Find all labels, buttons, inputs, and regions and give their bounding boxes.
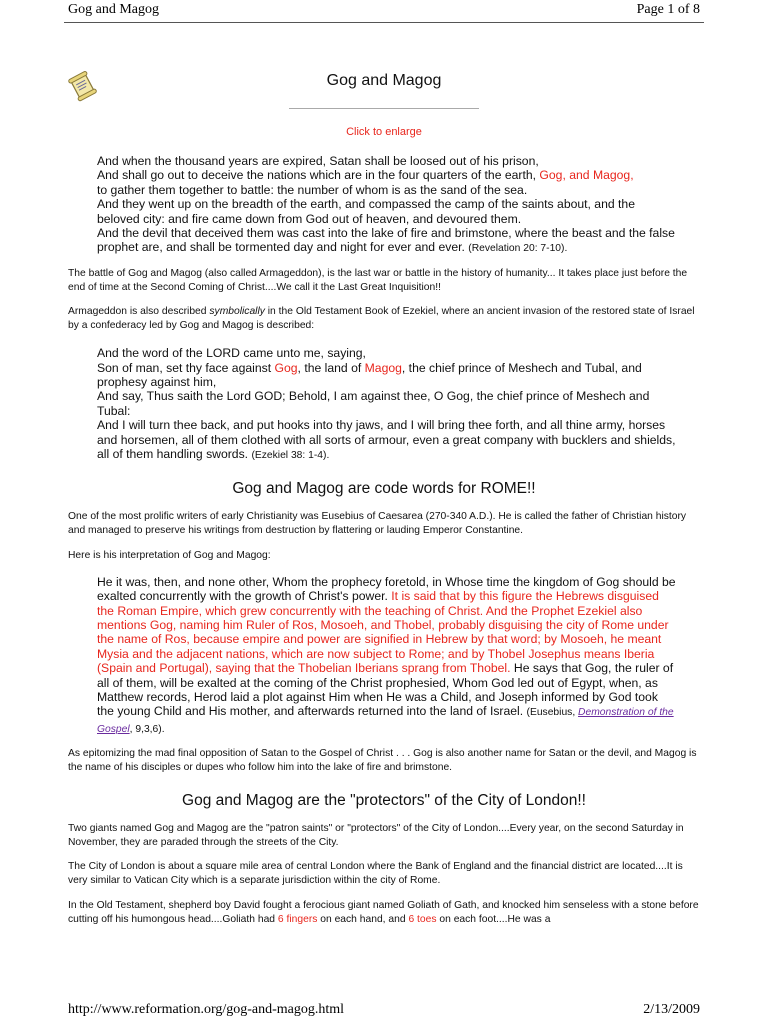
quote-line: And I will turn thee back, and put hooks into thy jaws, and I will bring thee forth, and all thine army, horses and horsemen, all of them clothed with all sorts of armour, even a great company with bucklers and shields, all of them handling swords. — [97, 418, 676, 461]
print-header-title: Gog and Magog — [68, 2, 159, 17]
title-row — [68, 64, 700, 108]
paragraph-satan: As epitomizing the mad final opposition of Satan to the Gospel of Christ . . . Gog is also another name for Satan or the devil, and Magog is the name of his disciples or dupes who follow him into the lake of fire and brimstone. — [68, 748, 697, 774]
paragraph-ezekiel — [68, 305, 700, 333]
click-to-enlarge-link[interactable]: Click to enlarge — [346, 126, 422, 138]
highlight-roman-empire: It is said that by this figure the Hebrews disguised the Roman Empire, which grew concurrently with the teaching of Christ. And the Prophet Ezekiel also mentions Gog, naming him Ruler of Ros, Mosoeh, and Thobel, probably disguising the city of Rome under the name of Ros, because empire and power are signified in Hebrew by that word; by Mosoeh, he meant Mysia and the adjacent nations, which are now subject to Rome; and by Thobel Josephus means Iberia (Spain and Portugal), saying that the Thobelian Iberians sprang from Thobel. — [97, 589, 669, 676]
quote-line: And the word of the LORD came unto me, saying, — [97, 346, 366, 361]
section-heading-london: Gog and Magog are the "protectors" of the City of London!! — [182, 792, 586, 810]
text: Armageddon is also described — [68, 306, 210, 318]
quote-line: Son of man, set thy face against — [97, 360, 275, 375]
citation-text: (Eusebius, — [526, 707, 579, 719]
text: on each foot....He was a — [436, 913, 551, 925]
title-divider — [289, 108, 479, 109]
citation-text: , 9,3,6). — [129, 723, 165, 735]
quote-text: He says that Gog, the ruler of all of them, will be exalted at the coming of the Christ prophesied, Whom God led out of Egypt, when, as Matthew records, Herod laid a plot against Him when He was a Child, and Joseph informed by God took the young Child and His mother, and afterwards returned into the land of Israel. — [97, 661, 674, 719]
header-divider — [64, 22, 704, 23]
highlight-6-fingers: 6 fingers — [277, 913, 318, 925]
paragraph-armageddon: The battle of Gog and Magog (also called Armageddon), is the last war or battle in the history of humanity... It takes place just before the end of time at the Second Coming of Christ....We call it the Last Great Inquisition!! — [68, 267, 688, 293]
text-italic: symbolically — [209, 306, 265, 318]
article — [68, 64, 700, 937]
demonstration-of-gospel-link[interactable]: Demonstration of the Gospel — [97, 707, 674, 735]
revelation-quote — [68, 154, 700, 257]
page-number: Page 1 of 8 — [636, 2, 700, 17]
paragraph-giants: Two giants named Gog and Magog are the "patron saints" or "protectors" of the City of London....Every year, on the second Saturday in November, they are paraded through the streets of the City. — [68, 823, 684, 849]
quote-line: , the chief prince of Meshech and Tubal, and prophesy against him, — [97, 360, 642, 389]
highlight-magog: Magog — [364, 360, 402, 375]
eusebius-quote — [68, 575, 700, 737]
citation: (Ezekiel 38: 1-4). — [251, 449, 330, 461]
print-date: 2/13/2009 — [643, 1002, 700, 1017]
page-url: http://www.reformation.org/gog-and-magog.html — [68, 1002, 345, 1017]
citation: (Revelation 20: 7-10). — [468, 243, 568, 255]
quote-line: And they went up on the breadth of the earth, and compassed the camp of the saints about, and the beloved city: and fire came down from God out of heaven, and devoured them. — [97, 197, 635, 226]
quote-line: And shall go out to deceive the nations which are in the four quarters of the earth, — [97, 168, 540, 183]
paragraph-interpretation: Here is his interpretation of Gog and Magog: — [68, 549, 271, 561]
text: In the Old Testament, shepherd boy David fought a ferocious giant named Goliath of Gath, and knocked him senseless with a stone before cutting off his humongous head....Goliath had — [68, 899, 699, 925]
print-footer — [68, 1002, 700, 1018]
paragraph-goliath — [68, 899, 700, 927]
section-heading-rome: Gog and Magog are code words for ROME!! — [232, 480, 536, 498]
paragraph-eusebius: One of the most prolific writers of early Christianity was Eusebius of Caesarea (270-340 A.D.). He is called the father of Christian history and managed to preserve his writings from destruction by flattering or lauding Emperor Constantine. — [68, 511, 687, 537]
scroll-icon[interactable] — [68, 70, 98, 104]
ezekiel-quote — [68, 346, 700, 463]
quote-line: And say, Thus saith the Lord GOD; Behold, I am against thee, O Gog, the chief prince of Meshech and Tubal: — [97, 389, 650, 418]
text: in the Old Testament Book of Ezekiel, where an ancient invasion of the restored state of Israel by a confederacy led by Gog and Magog is described: — [68, 306, 695, 332]
text: on each hand, and — [317, 913, 409, 925]
highlight-6-toes: 6 toes — [408, 913, 437, 925]
highlight-gog: Gog — [274, 360, 298, 375]
quote-text: He it was, then, and none other, Whom the prophecy foretold, in Whose time the kingdom of Gog should be exalted concurrently with the growth of Christ's power. — [97, 574, 676, 604]
quote-line: And the devil that deceived them was cast into the lake of fire and brimstone, where the beast and the false prophet are, and shall be tormented day and night for ever and ever. — [97, 226, 675, 255]
print-header — [68, 2, 700, 18]
paragraph-city-of-london: The City of London is about a square mile area of central London where the Bank of England and the financial district are located....It is very similar to Vatican City which is a separate jurisdiction within the city of Rome. — [68, 861, 683, 887]
quote-line: , the land of — [297, 360, 365, 375]
highlight-gog-magog: Gog, and Magog, — [539, 168, 634, 183]
page-title: Gog and Magog — [326, 72, 442, 89]
quote-line: And when the thousand years are expired, Satan shall be loosed out of his prison, — [97, 154, 539, 168]
quote-line: to gather them together to battle: the number of whom is as the sand of the sea. — [97, 182, 528, 197]
